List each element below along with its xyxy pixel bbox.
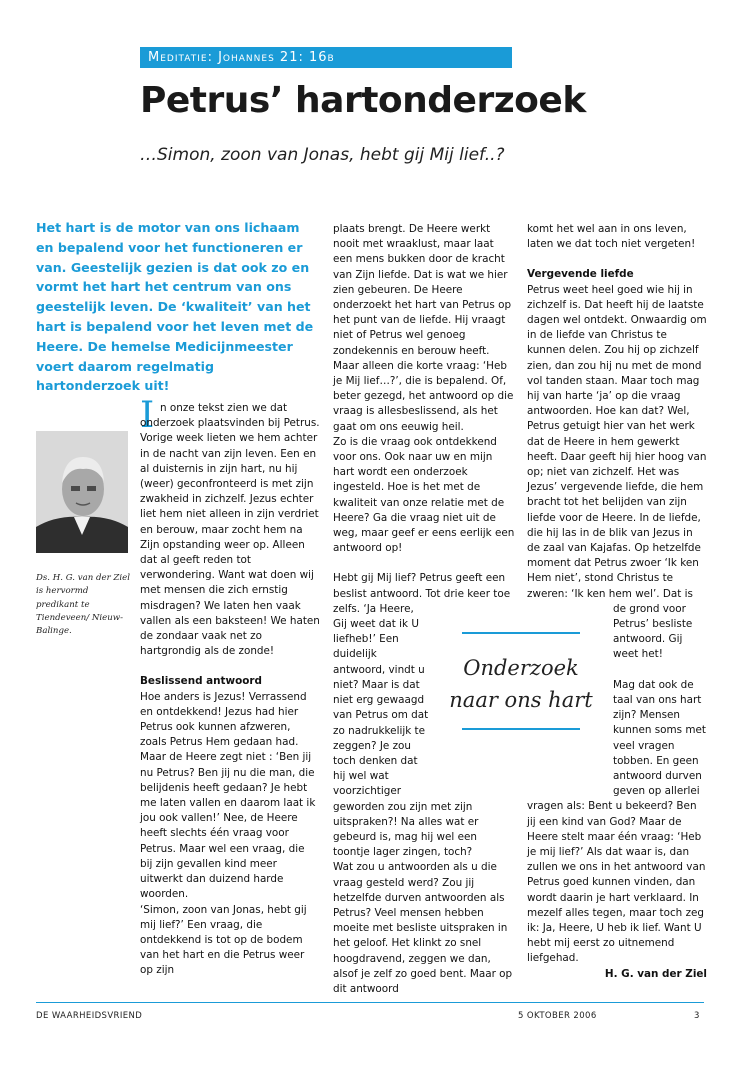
col3-paragraph-3b: vragen als: Bent u bekeerd? Ben jij een kind van God? Maar de Heere stelt maar één vraag: ‘Heb je mij lief?’ Als dat waar is, dan zullen we ons in het antwoord van Petrus goed kunnen vinden, dan wordt daarin je hart verklaard. In mezelf alles tegen, maar toch zeg ik: Ja, Heere, U heb ik lief. Want U hebt mij eerst zo uitnemend liefgehad. [527, 800, 706, 965]
section-band: Meditatie: Johannes 21: 16b [140, 47, 512, 68]
author-photo [36, 431, 128, 553]
column-2 [333, 222, 515, 997]
footer-publication: DE WAARHEIDSVRIEND [36, 1011, 143, 1021]
col2-paragraph-2: Zo is die vraag ook ontdekkend voor ons. Ook naar uw en mijn hart wordt een onderzoek ingesteld. Hoe is het met de kwaliteit van onze relatie met de Heere? Ga die vraag niet uit de weg, maar geef er eens eerlijk een antwoord op! [333, 435, 515, 555]
subheading-vergevende: Vergevende liefde [527, 268, 634, 281]
col2-paragraph-3c: geworden zou zijn met zijn uitspraken?! Na alles wat er gebeurd is, mag hij wel een toontje lager zingen, toch? [333, 800, 479, 859]
col2-paragraph-3a: Hebt gij Mij lief? Petrus geeft een beslist antwoord. Tot drie keer toe zelfs. ‘Ja Heere, [333, 572, 511, 615]
column-1 [140, 401, 320, 979]
article-subtitle: …Simon, zoon van Jonas, hebt gij Mij lief..? [140, 145, 505, 165]
intro-paragraph: Het hart is de motor van ons lichaam en bepalend voor het functioneren er van. Geestelijk gezien is dat ook zo en vormt het hart het centrum van ons geestelijk leven. De ‘kwaliteit’ van het hart is bepalend voor het leven met de Heere. De hemelse Medicijnmeester voert daarom regelmatig hartonderzoek uit! [36, 220, 314, 394]
footer-rule [36, 1002, 704, 1003]
column-3 [527, 222, 707, 982]
col3-paragraph-2b: de grond voor Petrus’ besliste antwoord. Gij weet het! [613, 602, 693, 661]
footer-page-number: 3 [694, 1011, 700, 1021]
col2-paragraph-1: plaats brengt. De Heere werkt nooit met wraaklust, maar laat een mens bukken door de kracht van Zijn liefde. Dat is wat we hier zien gebeuren. De Heere onderzoekt het hart van Petrus op het punt van de liefde. Hij vraagt niet of Petrus wel genoeg zondekennis en berouw heeft. Maar alleen die korte vraag: ‘Heb je Mij lief…?’, die is bepalend. Of, beter gezegd, het antwoord op die vraag is allesbeslissend, als het gaat om ons eeuwig heil. [333, 223, 514, 433]
author-portrait-image [36, 431, 128, 553]
signature: H. G. van der Ziel [604, 967, 707, 980]
article-title: Petrus’ hartonderzoek [140, 80, 586, 121]
footer-date: 5 OKTOBER 2006 [518, 1011, 597, 1021]
col3-paragraph-1: komt het wel aan in ons leven, laten we dat toch niet vergeten! [527, 223, 696, 251]
col2-paragraph-3b: Gij weet dat ik U liefheb!’ Een duidelijk antwoord, vindt u niet? Maar is dat niet erg gewaagd van Petrus om dat zo nadrukkelijk te zeggen? Je zou toch denken dat hij wel wat voorzichtiger [333, 618, 429, 798]
author-caption: Ds. H. G. van der Ziel is hervormd predikant te Tiendeveen/ Nieuw-Balinge. [36, 573, 130, 637]
col3-paragraph-3a: Mag dat ook de taal van ons hart zijn? Mensen kunnen soms met veel vragen tobben. En geen antwoord durven geven op allerlei [613, 678, 706, 798]
col1-paragraph-2: Hoe anders is Jezus! Verrassend en ontdekkend! Jezus had hier Petrus ook kunnen afzweren, zoals Petrus Hem gedaan had. Maar de Heere zegt niet : ‘Ben jij nu Petrus? Ben jij nu die man, die belijdenis heeft gedaan? Je hebt me laten vallen en daarom laat ik jou ook vallen!’ Nee, de Heere heeft slechts één vraag voor Petrus. Maar wel een vraag, die bij zijn gevallen kind meer uitwerkt dan duizend harde woorden. [140, 690, 316, 901]
subheading-beslissend: Beslissend antwoord [140, 675, 262, 688]
drop-cap: I [140, 395, 155, 436]
col3-paragraph-2: Petrus weet heel goed wie hij in zichzelf is. Dat heeft hij de laatste dagen wel ontdekt. Onwaardig om in de liefde van Christus te kunnen delen. Zou hij op zichzelf zien, dan zou hij nu met de mond vol tanden staan. Maar toch mag hij van harte ‘ja’ op die vraag antwoorden. Hoe kan dat? Wel, Petrus getuigt hier van het werk dat de Heere in hem gewerkt heeft. Daar geeft hij hier hoog van op; niet van zichzelf. Het was Jezus’ vergevende liefde, die hem bracht tot het belijden van zijn liefde voor de Heere. In de liefde, die hij las in de blik van Jezus in de zaal van Kajafas. Op hetzelfde moment dat Petrus zwoer ‘Ik ken Hem niet’, stond Christus te zweren: ‘Ik ken hem wel’. Dat is [527, 283, 707, 600]
col1-paragraph-3: ‘Simon, zoon van Jonas, hebt gij mij lief?’ Een vraag, die ontdekkend is tot op de bodem van het hart en die Petrus weer op zijn [140, 903, 307, 977]
pull-quote-text: Onderzoek naar ons hart [449, 656, 593, 712]
col2-paragraph-4: Wat zou u antwoorden als u die vraag gesteld werd? Zou jij hetzelfde durven antwoorden als Petrus? Veel mensen hebben moeite met besliste uitspraken in het geloof. Het klinkt zo snel hoogdravend, zeggen we dan, alsof je zelf zo goed bent. Maar op dit antwoord [333, 861, 513, 995]
col1-paragraph-1: n onze tekst zien we dat onderzoek plaatsvinden bij Petrus. Vorige week lieten we hem achter in de nacht van zijn leven. Een en al duisternis in zijn hart, nu hij (weer) geconfronteerd is met zijn zwakheid in zichzelf. Jezus echter liet hem niet alleen in zijn verdriet en berouw, maar zocht hem na Zijn opstanding weer op. Alleen dat al geeft reden tot verwondering. Want wat doen wij met mensen die zich ernstig misdragen? We laten hen vaak vallen als een baksteen! We haten de zondaar vaak net zo hartgrondig als de zonde! [140, 402, 320, 658]
